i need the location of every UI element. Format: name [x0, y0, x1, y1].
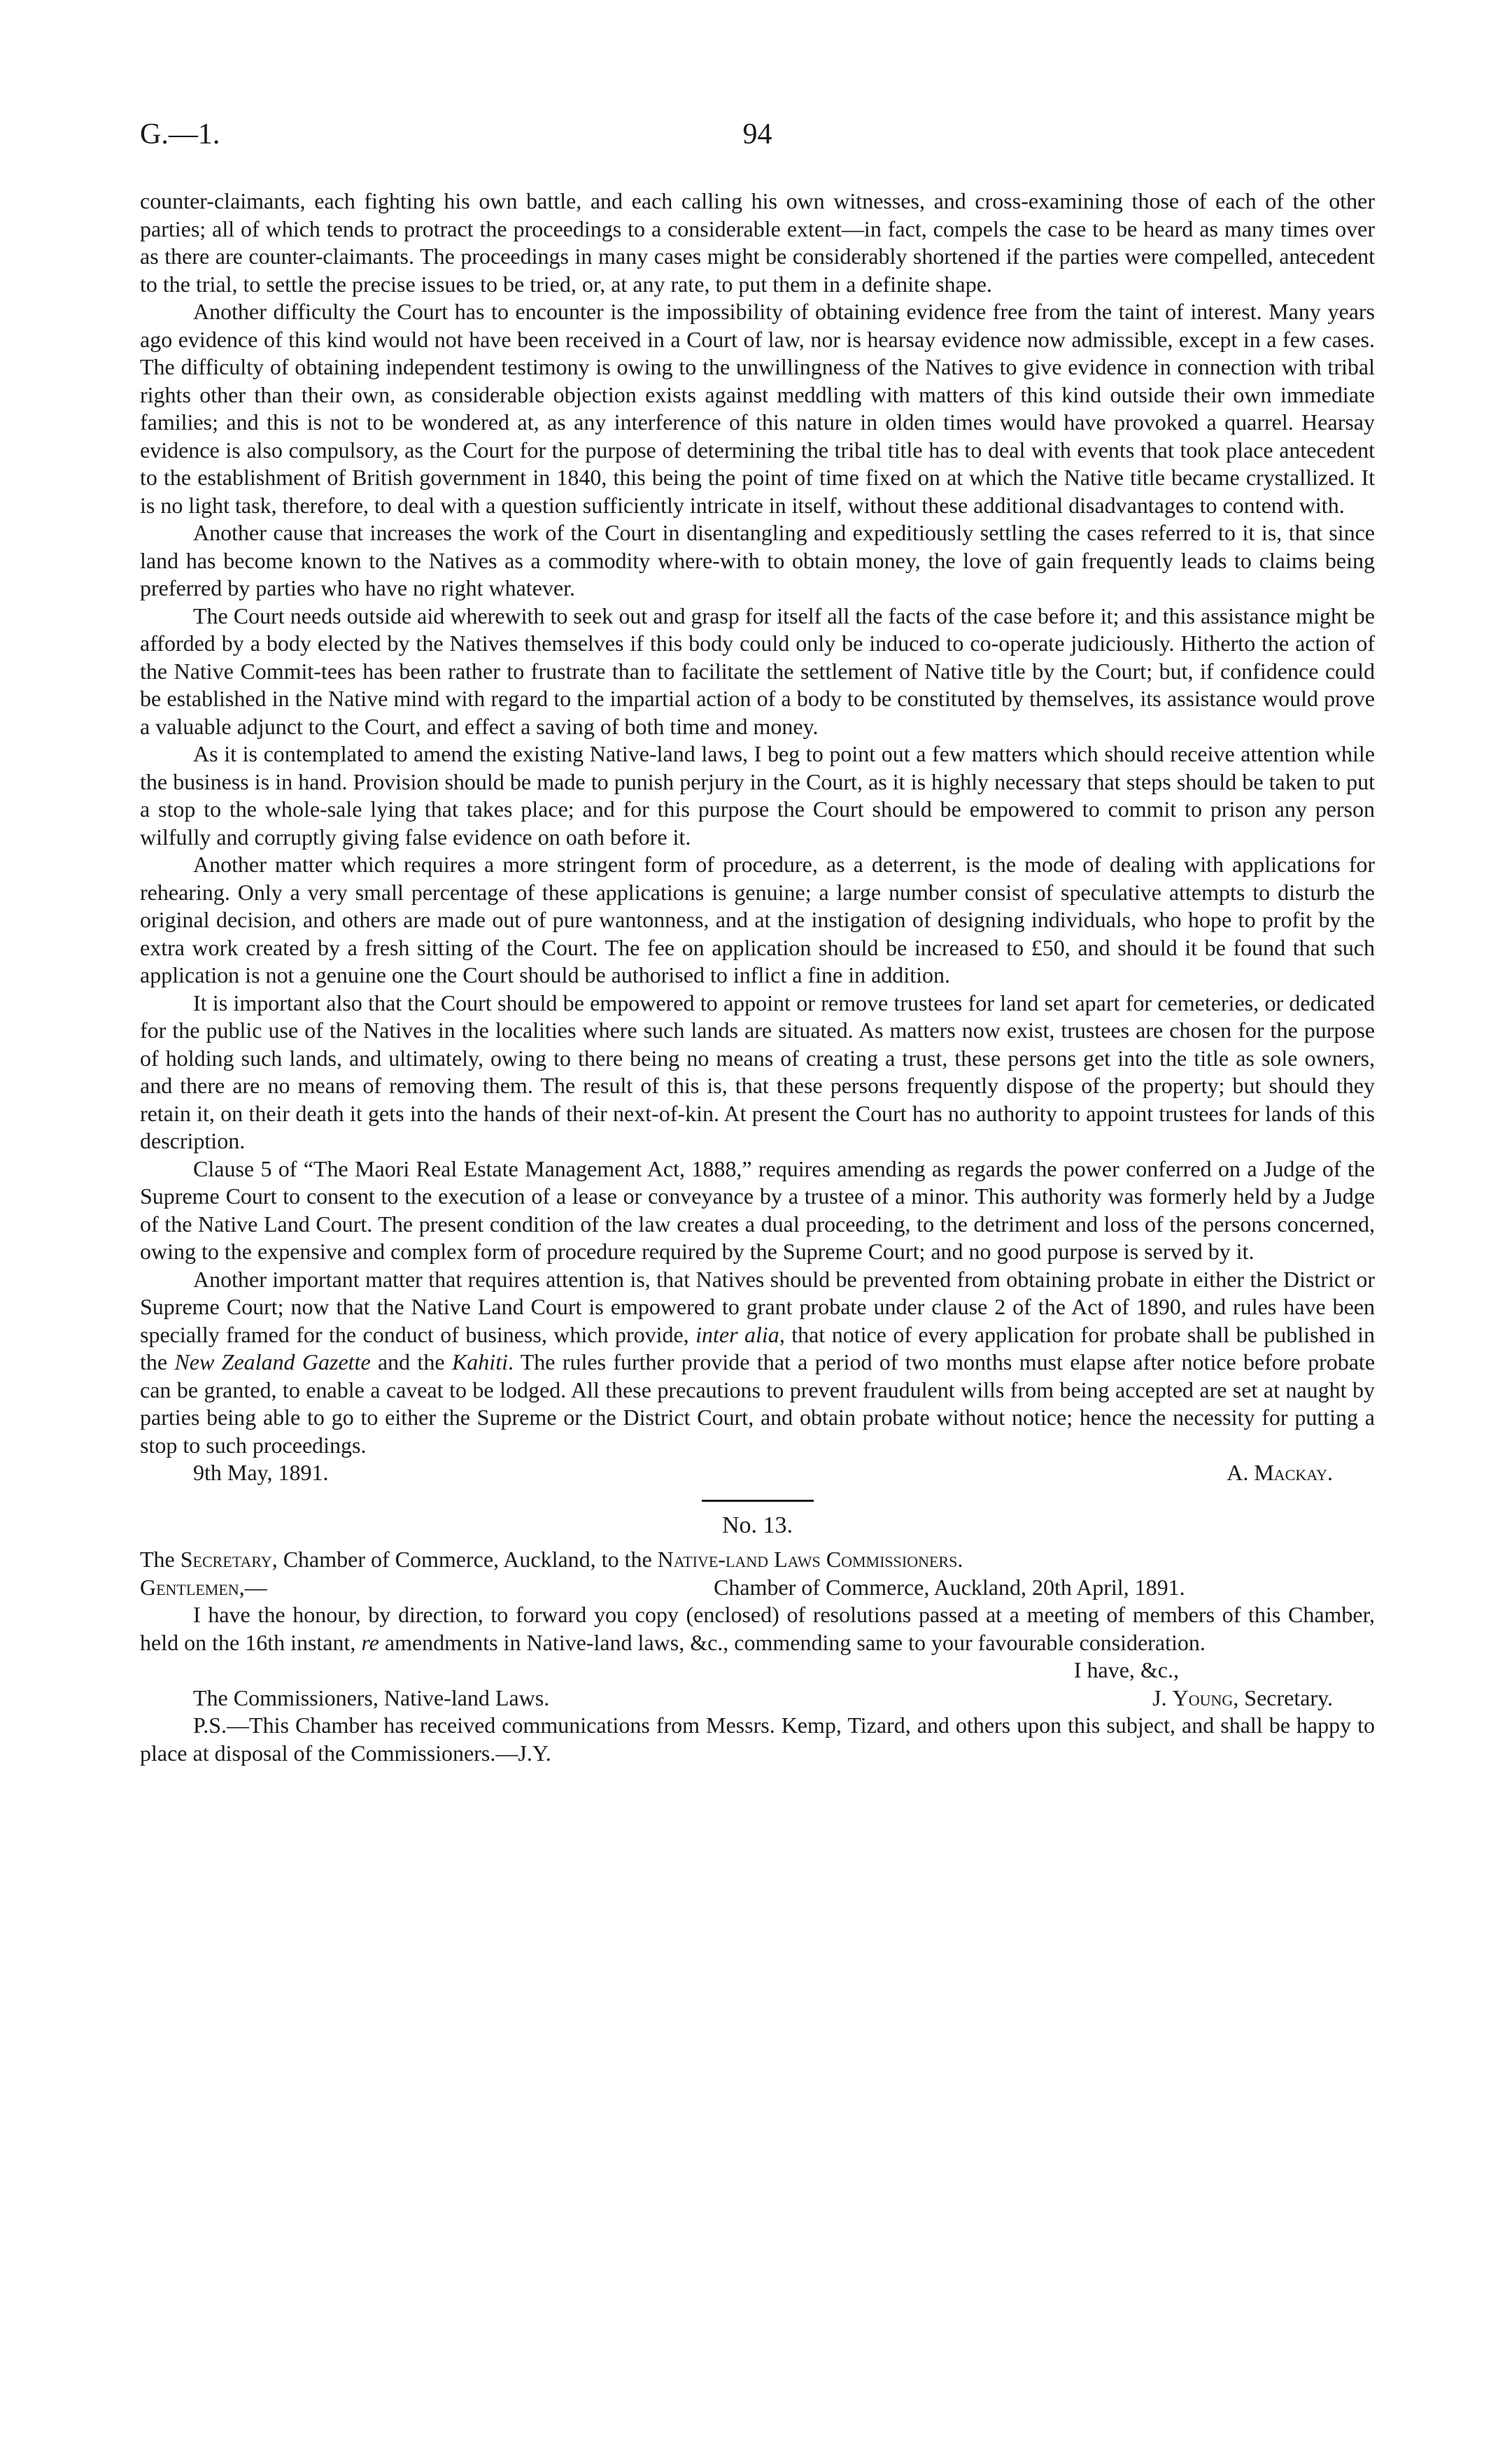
- signoff-name: A. Mackay.: [1227, 1460, 1333, 1485]
- letter-body-text: amendments in Native-land laws, &c., commending same to your favourable consideration.: [379, 1629, 1206, 1655]
- probate-text: Another important matter that requires attention is, that Natives should be prevented from obtaining probate in either the District or Supreme Court; now that the Native Land Court is empowered to grant probate under clause 2 of the Act of 1890, and rules have been specially framed for the conduct of business, which provide,: [140, 1266, 1375, 1347]
- probate-text: , that notice of every application for probate shall be published in the: [140, 1321, 1376, 1374]
- letter-address-line: [140, 1546, 1375, 1574]
- address-from: Secretary: [180, 1547, 272, 1572]
- page-number: 94: [742, 118, 772, 150]
- letter-recipient-row: [140, 1684, 1375, 1712]
- letter-number: No. 13.: [721, 1512, 793, 1538]
- letter-place-date: Chamber of Commerce, Auckland, 20th April, 1891.: [714, 1574, 1185, 1600]
- letter-signature: [1152, 1684, 1333, 1712]
- letter-body: [140, 1601, 1375, 1656]
- report-body: [140, 188, 1375, 1767]
- paragraph: counter-claimants, each fighting his own battle, and each calling his own witnesses, and cross-examining those of each of the other parties; all of which tends to protract the proceedings to a considerable extent—in fact, compels the case to be heard as many times over as there are counter-claimants. The proceedings in many cases might be considerably shortened if the parties were compelled, antecedent to the trial, to settle the precise issues to be tried, or, at any rate, to put them in a definite shape.: [140, 188, 1375, 297]
- section-divider: [702, 1500, 814, 1502]
- paragraph: Another matter which requires a more stringent form of procedure, as a deterrent, is the mode of dealing with applications for rehearing. Only a very small percentage of these applications is genuine; a large number consist of speculative attempts to disturb the original decision, and others are made out of pure wantonness, and at the instigation of designing individuals, who hope to profit by the extra work created by a fresh sitting of the Court. The fee on application should be increased to £50, and should it be found that such application is not a genuine one the Court should be authorised to inflict a fine in addition.: [140, 852, 1375, 987]
- paragraph: The Court needs outside aid wherewith to seek out and grasp for itself all the facts of the case before it; and this assistance might be afforded by a body elected by the Natives themselves if this body could only be induced to co-operate judiciously. Hitherto the action of the Native Commit-tees has been rather to frustrate than to facilitate the settlement of Native title by the Court; but, if confidence could be established in the Native mind with regard to the impartial action of a body to be constituted by themselves, its assistance would prove a valuable adjunct to the Court, and effect a saving of both time and money.: [140, 603, 1375, 739]
- letter-closing-row: [140, 1656, 1375, 1684]
- address-to: Native-land Laws Commissioners.: [657, 1547, 963, 1572]
- letter-re: re: [361, 1629, 379, 1655]
- letter-closing: I have, &c.,: [1073, 1657, 1179, 1682]
- signoff-date: 9th May, 1891.: [193, 1460, 329, 1485]
- letter-body-text: I have the honour, by direction, to forward you copy (enclosed) of resolutions passed at a meeting of members of this Chamber, held on the 16th instant,: [140, 1602, 1375, 1655]
- paragraph: Another cause that increases the work of the Court in disentangling and expeditiously settling the cases referred to it is, that since land has become known to the Natives as a commodity where-with to obtain money, the love of gain frequently leads to claims being preferred by parties who have no right whatever.: [140, 520, 1375, 600]
- paragraph: Clause 5 of “The Maori Real Estate Management Act, 1888,” requires amending as regards the power conferred on a Judge of the Supreme Court to consent to the execution of a lease or conveyance by a trustee of a minor. This authority was formerly held by a Judge of the Native Land Court. The present condition of the law creates a dual proceeding, to the detriment and loss of the persons concerned, owing to the expensive and complex form of procedure required by the Supreme Court; and no good purpose is served by it.: [140, 1155, 1375, 1264]
- paragraph: It is important also that the Court should be empowered to appoint or remove trustees for land set apart for cemeteries, or dedicated for the public use of the Natives in the localities where such lands are situated. As matters now exist, trustees are chosen for the purpose of holding such lands, and ultimately, owing to there being no means of creating a trust, these persons get into the title as sole owners, and there are no means of removing them. The result of this is, that these persons frequently dispose of the property; but should they retain it, on their death it gets into the hands of their next-of-kin. At present the Court has no authority to appoint trustees for lands of this description.: [140, 990, 1375, 1153]
- paragraph: Another difficulty the Court has to encounter is the impossibility of obtaining evidence free from the taint of interest. Many years ago evidence of this kind would not have been received in a Court of law, nor is hearsay evidence now admissible, except in a few cases. The difficulty of obtaining independent testimony is owing to the unwillingness of the Natives to give evidence in connection with tribal rights other than their own, as considerable objection exists against meddling with matters of this kind outside their own immediate families; and this is not to be wondered at, as any interference of this nature in olden times would have provoked a quarrel. Hearsay evidence is also compulsory, as the Court for the purpose of determining the tribal title has to deal with events that took place antecedent to the establishment of British government in 1840, this being the point of time fixed on at which the Native title became crystallized. It is no light task, therefore, to deal with a question sufficiently intricate in itself, without these additional disadvantages to contend with.: [140, 299, 1375, 518]
- signature-title: , Secretary.: [1233, 1684, 1333, 1710]
- report-signoff: [140, 1459, 1375, 1487]
- signature-initial: J.: [1152, 1684, 1173, 1710]
- probate-inter-alia: inter alia: [695, 1321, 779, 1347]
- address-prefix: The: [140, 1547, 181, 1572]
- page-header: [140, 118, 1375, 160]
- letter-recipient: The Commissioners, Native-land Laws.: [193, 1684, 550, 1710]
- address-middle: , Chamber of Commerce, Auckland, to the: [271, 1547, 658, 1572]
- paper-reference: G.—1.: [140, 118, 220, 150]
- probate-gazette: New Zealand Gazette: [174, 1349, 371, 1374]
- letter-postscript: P.S.—This Chamber has received communications from Messrs. Kemp, Tizard, and others upon this subject, and shall be happy to place at disposal of the Commissioners.—J.Y.: [140, 1712, 1375, 1766]
- probate-text: . The rules further provide that a period of two months must elapse after notice before probate can be granted, to enable a caveat to be lodged. All these precautions to prevent fraudulent wills from being accepted are set at naught by parties being able to go to either the Supreme or the District Court, and obtain probate without notice; hence the necessity for putting a stop to such proceedings.: [140, 1349, 1376, 1458]
- paragraph: As it is contemplated to amend the existing Native-land laws, I beg to point out a few matters which should receive attention while the business is in hand. Provision should be made to punish perjury in the Court, as it is highly necessary that steps should be taken to put a stop to the whole-sale lying that takes place; and for this purpose the Court should be empowered to commit to prison any person wilfully and corruptly giving false evidence on oath before it.: [140, 741, 1375, 850]
- letter-salutation-row: [140, 1574, 1375, 1602]
- paragraph-probate: [140, 1266, 1375, 1460]
- letter-salutation: Gentlemen,—: [140, 1574, 267, 1600]
- probate-kahiti: Kahiti: [451, 1349, 508, 1374]
- signature-name: Young: [1172, 1684, 1234, 1710]
- probate-text: and the: [370, 1349, 452, 1374]
